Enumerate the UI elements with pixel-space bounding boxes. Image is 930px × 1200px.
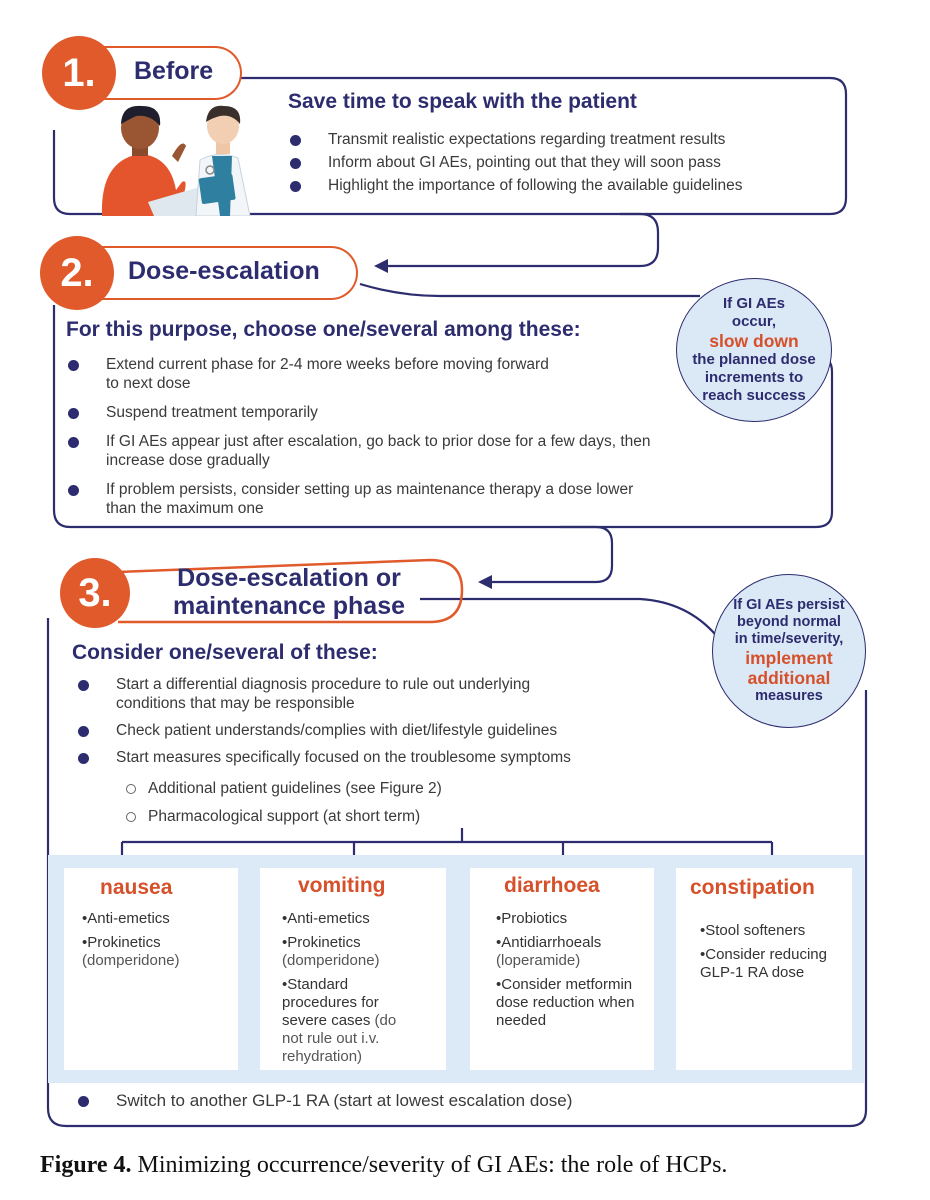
symptom-title: constipation [690, 876, 815, 899]
bullet-icon [78, 753, 89, 764]
bullet-icon [290, 181, 301, 192]
bullet-icon [290, 135, 301, 146]
list-item: Switch to another GLP-1 RA (start at lowest escalation dose) [66, 1091, 766, 1110]
figure-caption [40, 1152, 727, 1179]
step2-number-badge [40, 236, 114, 310]
list-item: Suspend treatment temporarily [56, 403, 696, 422]
symptom-title: diarrhoea [504, 874, 600, 897]
symptom-card-diarrhoea [470, 868, 654, 1070]
list-item: Start a differential diagnosis procedure to rule out underlying conditions that may be responsible [66, 675, 536, 713]
circle-bullet-icon [126, 812, 136, 822]
step3-heading: Consider one/several of these: [72, 641, 378, 664]
step2-title-pill [88, 246, 358, 300]
bullet-icon [78, 680, 89, 691]
patient-doctor-illustration [92, 98, 272, 216]
step1-number: 1. [62, 50, 96, 95]
step3-title-pill [118, 560, 430, 622]
list-item: Transmit realistic expectations regarding treatment results [278, 130, 838, 149]
step3-final-list [66, 1091, 766, 1110]
bullet-icon [78, 1096, 89, 1107]
symptom-items: •Probiotics •Antidiarrhoeals (loperamide) •Consider metformin dose reduction when needed [496, 910, 635, 1029]
step3-title-line2: maintenance phase [172, 592, 406, 620]
symptom-title: nausea [100, 876, 173, 899]
bullet-icon [290, 158, 301, 169]
sublist-item: Additional patient guidelines (see Figure 2) [122, 779, 642, 798]
step1-list [278, 130, 838, 195]
sublist-item: Pharmacological support (at short term) [122, 807, 642, 826]
callout-highlight: implement additional [745, 648, 833, 688]
symptom-items: •Anti-emetics •Prokinetics (domperidone) •Standard procedures for severe cases (do not rule out i.v. rehydration) [282, 910, 397, 1065]
callout-text: measures [755, 688, 823, 704]
bullet-icon [78, 726, 89, 737]
symptom-card-constipation [676, 868, 852, 1070]
callout-text: If GI AEs persist beyond normal in time/severity, [733, 597, 845, 647]
step1-title: Before [134, 57, 214, 85]
callout-text: If GI AEs occur, [723, 295, 785, 330]
bullet-icon [68, 408, 79, 419]
list-item: Extend current phase for 2-4 more weeks before moving forward to next dose [56, 355, 566, 393]
step3-number: 3. [78, 570, 112, 615]
step3-sublist [122, 779, 642, 835]
step1-heading: Save time to speak with the patient [288, 90, 637, 113]
symptom-title: vomiting [298, 874, 386, 897]
step3-list [66, 675, 686, 767]
list-item: If problem persists, consider setting up as maintenance therapy a dose lower than the maximum one [56, 480, 646, 518]
circle-bullet-icon [126, 784, 136, 794]
bullet-icon [68, 360, 79, 371]
symptom-card-nausea [64, 868, 238, 1070]
bullet-icon [68, 437, 79, 448]
caption-label: Figure 4. [40, 1152, 132, 1178]
caption-text: Minimizing occurrence/severity of GI AEs: the role of HCPs. [137, 1152, 728, 1178]
step3-callout [712, 574, 866, 728]
symptom-card-vomiting [260, 868, 446, 1070]
symptom-items: •Stool softeners •Consider reducing GLP-1 RA dose [700, 922, 827, 981]
list-item: Inform about GI AEs, pointing out that they will soon pass [278, 153, 838, 172]
list-item: If GI AEs appear just after escalation, go back to prior dose for a few days, then increase dose gradually [56, 432, 706, 470]
callout-text: the planned dose increments to reach success [692, 351, 816, 404]
step2-number: 2. [60, 250, 94, 295]
list-item: Highlight the importance of following the available guidelines [278, 176, 838, 195]
callout-highlight: slow down [709, 331, 799, 351]
step2-title: Dose-escalation [128, 257, 320, 285]
step2-callout [676, 278, 832, 422]
bullet-icon [68, 485, 79, 496]
symptom-items: •Anti-emetics •Prokinetics (domperidone) [82, 910, 180, 969]
list-item: Start measures specifically focused on the troublesome symptoms [66, 748, 686, 767]
step3-title-line1: Dose-escalation or [177, 564, 401, 592]
list-item: Check patient understands/complies with diet/lifestyle guidelines [66, 721, 686, 740]
step2-heading: For this purpose, choose one/several among these: [66, 318, 581, 341]
step2-list [56, 355, 696, 518]
step3-number-badge [60, 558, 130, 628]
